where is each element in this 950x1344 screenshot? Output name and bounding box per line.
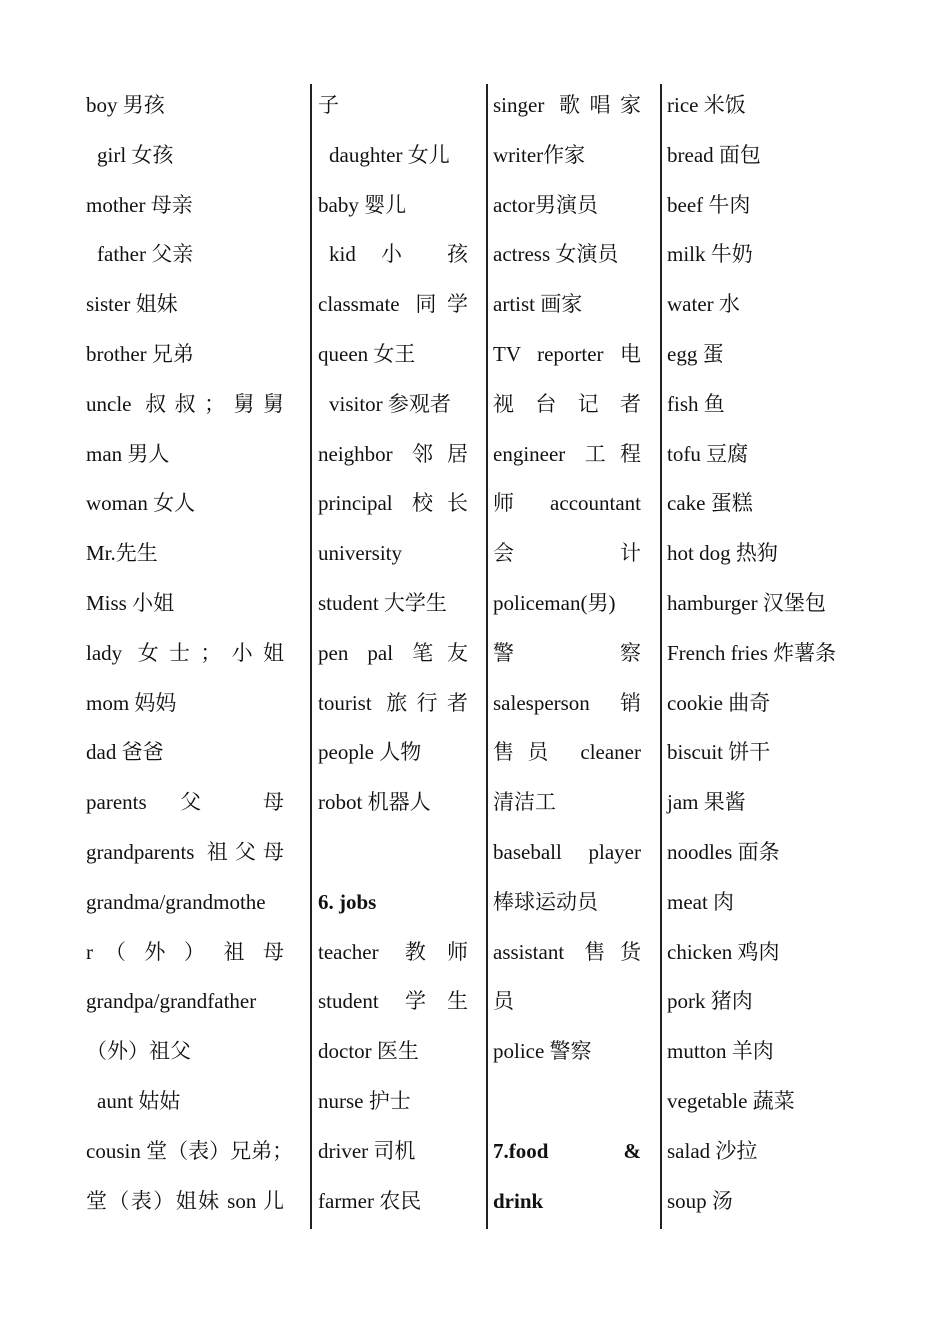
vocab-line: chicken 鸡肉 [667,939,780,964]
vocab-line: 子 [318,93,339,117]
vocab-line: mom 妈妈 [86,690,177,715]
vocab-line: mother 母亲 [86,192,193,217]
vocab-line: cousin 堂（表）兄弟； [86,1138,294,1163]
section-heading: drink [493,1188,544,1213]
vocab-line: assistant 售货 [493,939,641,964]
vocab-line: egg 蛋 [667,341,724,366]
vocab-line: bread 面包 [667,142,761,167]
vocab-line: 会 计 [493,541,641,566]
vocab-line: woman 女人 [86,491,196,516]
vocab-line: police 警察 [493,1039,592,1064]
vocab-line: 视 台 记 者 [493,391,641,416]
vocab-line: salesperson 销 [493,690,641,715]
vocab-line: parents 父 母 [86,790,284,815]
column-family-words [86,84,294,1229]
vocab-line: mutton 羊肉 [667,1039,774,1064]
vocab-line: visitor 参观者 [329,391,451,416]
vocab-line: artist 画家 [493,292,583,317]
vocab-line: r （ 外 ） 祖 母 [86,939,284,964]
vocab-line: rice 米饭 [667,93,746,117]
vocab-line: uncle 叔叔；舅舅 [86,391,284,416]
vocab-line: doctor 医生 [318,1039,419,1064]
vocab-line: cake 蛋糕 [667,491,753,516]
column-people-and-jobs [310,84,468,1229]
vocab-line: meat 肉 [667,889,735,914]
vocab-line: father 父亲 [97,242,194,267]
vocab-line: actress 女演员 [493,242,619,267]
vocab-line: boy 男孩 [86,93,165,117]
vocab-line: 警 察 [493,640,641,665]
vocab-line: kid 小 孩 [329,242,468,267]
vocab-line: writer作家 [493,142,586,167]
vocab-line: robot 机器人 [318,790,431,815]
vocab-line: water 水 [667,292,740,317]
vocab-line: beef 牛肉 [667,192,751,217]
vocab-line: vegetable 蔬菜 [667,1088,795,1113]
vocab-line: girl 女孩 [97,142,174,167]
vocab-line: student 大学生 [318,590,447,615]
vocab-line: university [318,541,402,566]
vocab-line: queen 女王 [318,341,416,366]
vocab-line: French fries 炸薯条 [667,640,837,665]
vocab-line: people 人物 [318,740,422,765]
vocab-line: jam 果酱 [667,790,746,815]
vocab-line: grandparents 祖父母 [86,839,284,864]
vocab-line: （外）祖父 [86,1039,191,1064]
vocab-line: baby 婴儿 [318,192,407,217]
section-heading: 6. jobs [318,889,377,914]
vocab-line: sister 姐妹 [86,292,178,317]
vocab-line: cookie 曲奇 [667,690,771,715]
vocab-line: grandpa/grandfather [86,989,257,1014]
vocab-line [493,1080,641,1130]
vocab-line: tourist 旅行者 [318,690,468,715]
vocab-line: engineer 工程 [493,441,641,466]
vocab-line: 员 [493,989,514,1014]
vocab-line: Mr.先生 [86,541,158,566]
vocab-line: lady 女士；小姐 [86,640,284,665]
vocab-line: biscuit 饼干 [667,740,771,765]
vocab-line: actor男演员 [493,192,598,217]
vocab-line: grandma/grandmothe [86,889,266,914]
vocab-line: farmer 农民 [318,1188,422,1213]
vocab-line: driver 司机 [318,1138,416,1163]
vocab-line: soup 汤 [667,1188,733,1213]
vocab-line: TV reporter 电 [493,341,641,366]
vocab-line: singer 歌唱家 [493,93,641,117]
vocab-line: 清洁工 [493,790,556,815]
vocab-line: nurse 护士 [318,1088,411,1113]
vocab-line: 堂（表）姐妹 son 儿 [86,1188,284,1213]
vocab-line: dad 爸爸 [86,740,164,765]
vocab-line: tofu 豆腐 [667,441,749,466]
vocab-line: milk 牛奶 [667,242,753,267]
vocab-line: hot dog 热狗 [667,541,778,566]
vocab-line: student 学生 [318,989,468,1014]
vocab-line: salad 沙拉 [667,1138,758,1163]
vocab-line: baseball player [493,839,641,864]
vocab-line: daughter 女儿 [329,142,450,167]
column-food-and-drink [660,84,867,1229]
column-jobs-continued [486,84,641,1229]
vocab-line: policeman(男) [493,590,616,615]
vocab-line: 棒球运动员 [493,889,598,914]
vocab-line: teacher 教师 [318,939,468,964]
vocab-line: fish 鱼 [667,391,725,416]
vocab-line: neighbor 邻居 [318,441,468,466]
vocab-line: noodles 面条 [667,839,780,864]
vocab-line: Miss 小姐 [86,590,175,615]
vocab-line: pen pal 笔友 [318,640,468,665]
vocab-line: hamburger 汉堡包 [667,590,826,615]
vocab-line: principal 校长 [318,491,468,516]
vocab-line: 售员 cleaner [493,740,641,765]
vocab-line: brother 兄弟 [86,341,194,366]
vocab-line: man 男人 [86,441,170,466]
vocab-line: classmate 同学 [318,292,468,317]
vocab-line [318,831,468,881]
vocab-line: aunt 姑姑 [97,1088,181,1113]
vocab-line: 师 accountant [493,491,641,516]
section-heading: 7.food & [493,1138,641,1163]
vocab-line: pork 猪肉 [667,989,753,1014]
